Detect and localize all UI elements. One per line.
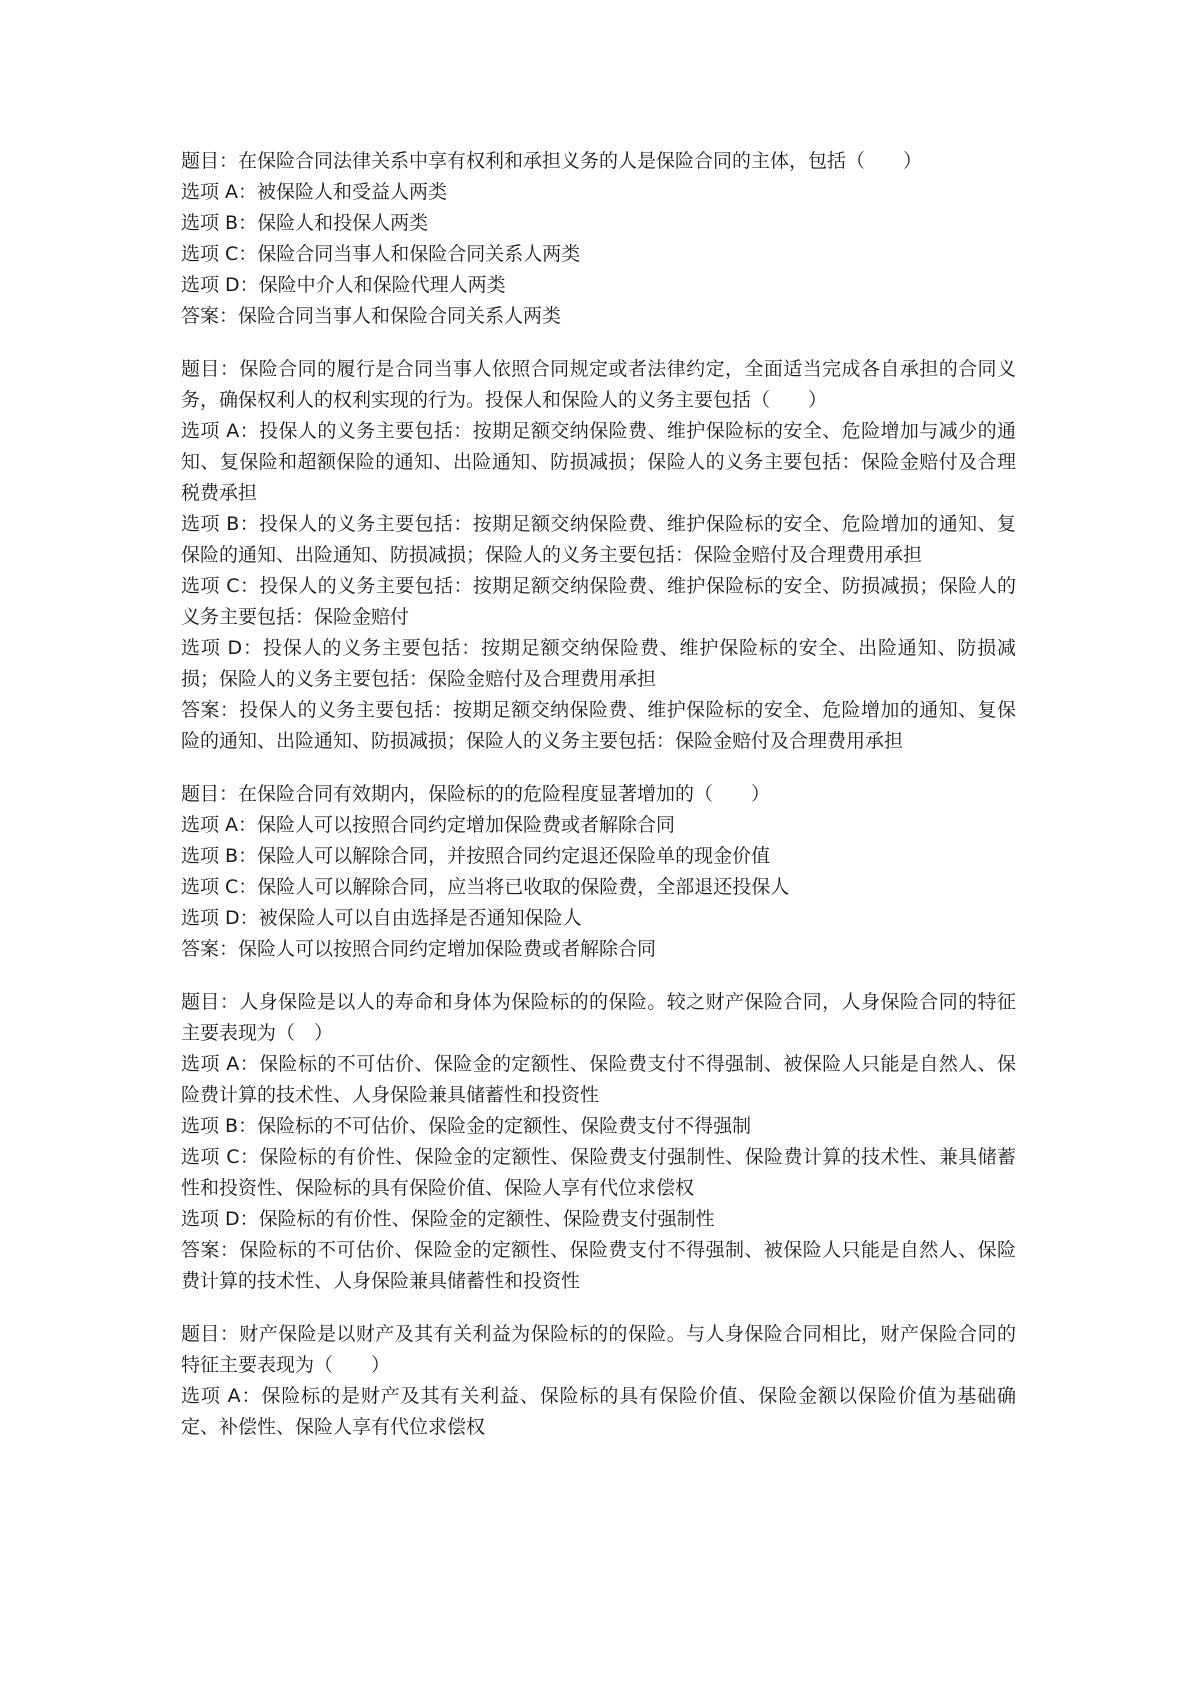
question-title: 题目：财产保险是以财产及其有关利益为保险标的的保险。与人身保险合同相比，财产保险合同的特征主要表现为（ ）	[181, 1323, 1016, 1376]
answer: 答案：投保人的义务主要包括：按期足额交纳保险费、维护保险标的安全、危险增加的通知、复保险的通知、出险通知、防损减损；保险人的义务主要包括：保险金赔付及合理费用承担	[181, 699, 1016, 752]
option-a: 选项 A：保险人可以按照合同约定增加保险费或者解除合同	[181, 814, 676, 836]
option-d: 选项 D：保险中介人和保险代理人两类	[181, 274, 506, 296]
option-b: 选项 B：保险标的不可估价、保险金的定额性、保险费支付不得强制	[181, 1115, 752, 1137]
question-title: 题目：保险合同的履行是合同当事人依照合同规定或者法律约定，全面适当完成各自承担的合同义务，确保权利人的权利实现的行为。投保人和保险人的义务主要包括（ ）	[181, 358, 1016, 411]
question-block	[181, 779, 1016, 965]
option-a: 选项 A：保险标的是财产及其有关利益、保险标的具有保险价值、保险金额以保险价值为基础确定、补偿性、保险人享有代位求偿权	[181, 1385, 1016, 1438]
option-c: 选项 C：保险合同当事人和保险合同关系人两类	[181, 243, 581, 265]
option-c: 选项 C：投保人的义务主要包括：按期足额交纳保险费、维护保险标的安全、防损减损；保险人的义务主要包括：保险金赔付	[181, 575, 1016, 628]
question-title: 题目：在保险合同法律关系中享有权利和承担义务的人是保险合同的主体，包括（ ）	[181, 150, 923, 172]
option-b: 选项 B：投保人的义务主要包括：按期足额交纳保险费、维护保险标的安全、危险增加的通知、复保险的通知、出险通知、防损减损；保险人的义务主要包括：保险金赔付及合理费用承担	[181, 513, 1016, 566]
answer: 答案：保险合同当事人和保险合同关系人两类	[181, 305, 562, 327]
option-d: 选项 D：投保人的义务主要包括：按期足额交纳保险费、维护保险标的安全、出险通知、防损减损；保险人的义务主要包括：保险金赔付及合理费用承担	[181, 637, 1016, 690]
option-d: 选项 D：被保险人可以自由选择是否通知保险人	[181, 907, 582, 929]
option-b: 选项 B：保险人可以解除合同，并按照合同约定退还保险单的现金价值	[181, 845, 771, 867]
option-a: 选项 A：被保险人和受益人两类	[181, 181, 448, 203]
option-c: 选项 C：保险标的有价性、保险金的定额性、保险费支付强制性、保险费计算的技术性、兼具储蓄性和投资性、保险标的具有保险价值、保险人享有代位求偿权	[181, 1146, 1016, 1199]
question-block	[181, 987, 1016, 1297]
option-d: 选项 D：保险标的有价性、保险金的定额性、保险费支付强制性	[181, 1208, 715, 1230]
question-title: 题目：人身保险是以人的寿命和身体为保险标的的保险。较之财产保险合同，人身保险合同的特征主要表现为（ ）	[181, 991, 1016, 1044]
option-a: 选项 A：投保人的义务主要包括：按期足额交纳保险费、维护保险标的安全、危险增加与减少的通知、复保险和超额保险的通知、出险通知、防损减损；保险人的义务主要包括：保险金赔付及合理税费承担	[181, 420, 1016, 504]
document-page	[181, 146, 1016, 1465]
question-title: 题目：在保险合同有效期内，保险标的的危险程度显著增加的（ ）	[181, 783, 771, 805]
question-block	[181, 1319, 1016, 1443]
question-block	[181, 146, 1016, 332]
answer: 答案：保险标的不可估价、保险金的定额性、保险费支付不得强制、被保险人只能是自然人、保险费计算的技术性、人身保险兼具储蓄性和投资性	[181, 1239, 1016, 1292]
option-a: 选项 A：保险标的不可估价、保险金的定额性、保险费支付不得强制、被保险人只能是自然人、保险费计算的技术性、人身保险兼具储蓄性和投资性	[181, 1053, 1016, 1106]
option-c: 选项 C：保险人可以解除合同，应当将已收取的保险费，全部退还投保人	[181, 876, 790, 898]
option-b: 选项 B：保险人和投保人两类	[181, 212, 429, 234]
answer: 答案：保险人可以按照合同约定增加保险费或者解除合同	[181, 938, 657, 960]
question-block	[181, 354, 1016, 757]
